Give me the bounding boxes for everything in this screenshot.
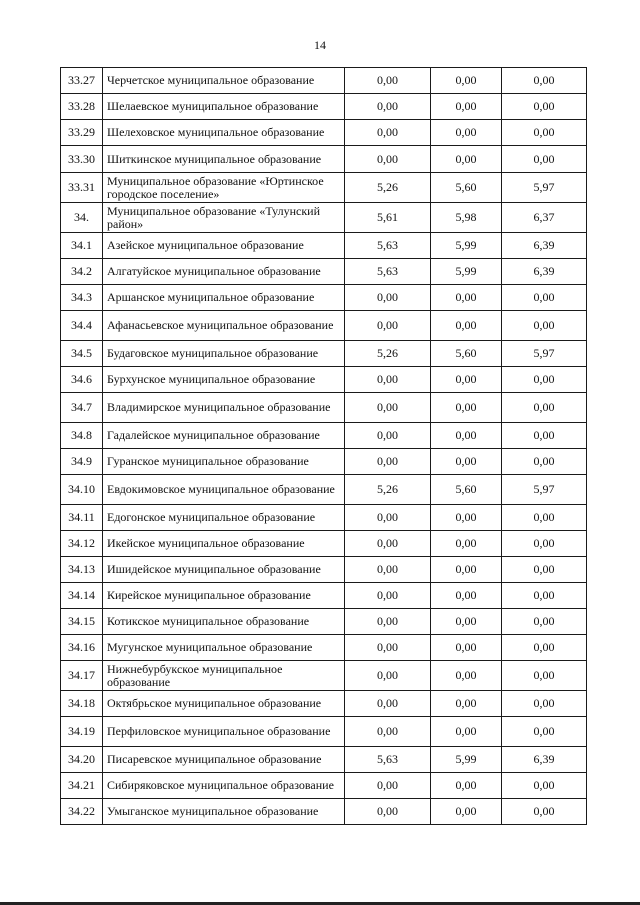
value-col-1: 0,00 xyxy=(345,635,431,661)
value-col-3: 0,00 xyxy=(502,423,587,449)
table-row xyxy=(61,68,587,94)
row-number: 34.2 xyxy=(61,259,103,285)
table-row xyxy=(61,505,587,531)
table-row xyxy=(61,259,587,285)
value-col-2: 5,60 xyxy=(431,341,502,367)
table-row xyxy=(61,233,587,259)
row-number: 34.19 xyxy=(61,717,103,747)
row-number: 34.10 xyxy=(61,475,103,505)
municipality-name: Кирейское муниципальное образование xyxy=(103,583,345,609)
value-col-1: 0,00 xyxy=(345,120,431,146)
value-col-1: 0,00 xyxy=(345,311,431,341)
value-col-3: 0,00 xyxy=(502,609,587,635)
row-number: 34.18 xyxy=(61,691,103,717)
row-number: 33.30 xyxy=(61,146,103,173)
value-col-2: 0,00 xyxy=(431,68,502,94)
row-number: 34.16 xyxy=(61,635,103,661)
value-col-3: 5,97 xyxy=(502,173,587,203)
value-col-2: 0,00 xyxy=(431,94,502,120)
municipality-name: Евдокимовское муниципальное образование xyxy=(103,475,345,505)
municipality-name: Мугунское муниципальное образование xyxy=(103,635,345,661)
value-col-2: 5,99 xyxy=(431,747,502,773)
value-col-1: 0,00 xyxy=(345,583,431,609)
table-row xyxy=(61,475,587,505)
municipality-name: Шиткинское муниципальное образование xyxy=(103,146,345,173)
row-number: 34. xyxy=(61,203,103,233)
value-col-1: 0,00 xyxy=(345,773,431,799)
value-col-1: 0,00 xyxy=(345,367,431,393)
value-col-2: 0,00 xyxy=(431,557,502,583)
value-col-3: 0,00 xyxy=(502,505,587,531)
value-col-1: 0,00 xyxy=(345,94,431,120)
value-col-3: 0,00 xyxy=(502,393,587,423)
value-col-2: 5,98 xyxy=(431,203,502,233)
value-col-2: 5,60 xyxy=(431,173,502,203)
value-col-2: 0,00 xyxy=(431,635,502,661)
municipality-name: Икейское муниципальное образование xyxy=(103,531,345,557)
value-col-2: 5,99 xyxy=(431,259,502,285)
table-row xyxy=(61,717,587,747)
row-number: 34.8 xyxy=(61,423,103,449)
table-row xyxy=(61,635,587,661)
row-number: 33.29 xyxy=(61,120,103,146)
value-col-1: 0,00 xyxy=(345,531,431,557)
value-col-3: 0,00 xyxy=(502,557,587,583)
table-row xyxy=(61,173,587,203)
value-col-2: 0,00 xyxy=(431,311,502,341)
row-number: 34.1 xyxy=(61,233,103,259)
municipality-name: Писаревское муниципальное образование xyxy=(103,747,345,773)
value-col-1: 0,00 xyxy=(345,68,431,94)
municipality-name: Бурхунское муниципальное образование xyxy=(103,367,345,393)
value-col-2: 0,00 xyxy=(431,773,502,799)
row-number: 33.31 xyxy=(61,173,103,203)
value-col-1: 0,00 xyxy=(345,717,431,747)
row-number: 34.14 xyxy=(61,583,103,609)
value-col-3: 0,00 xyxy=(502,531,587,557)
municipality-name: Алгатуйское муниципальное образование xyxy=(103,259,345,285)
value-col-2: 0,00 xyxy=(431,717,502,747)
value-col-1: 0,00 xyxy=(345,691,431,717)
table-body xyxy=(61,68,587,825)
value-col-3: 0,00 xyxy=(502,449,587,475)
value-col-3: 5,97 xyxy=(502,475,587,505)
table-row xyxy=(61,94,587,120)
value-col-2: 0,00 xyxy=(431,799,502,825)
value-col-3: 0,00 xyxy=(502,94,587,120)
value-col-3: 5,97 xyxy=(502,341,587,367)
row-number: 34.5 xyxy=(61,341,103,367)
row-number: 34.20 xyxy=(61,747,103,773)
row-number: 34.11 xyxy=(61,505,103,531)
table-row xyxy=(61,747,587,773)
municipality-name: Шелаевское муниципальное образование xyxy=(103,94,345,120)
value-col-3: 0,00 xyxy=(502,146,587,173)
municipality-name: Черчетское муниципальное образование xyxy=(103,68,345,94)
municipality-name: Аршанское муниципальное образование xyxy=(103,285,345,311)
value-col-1: 0,00 xyxy=(345,393,431,423)
row-number: 33.28 xyxy=(61,94,103,120)
value-col-1: 0,00 xyxy=(345,505,431,531)
allocation-table xyxy=(60,67,587,825)
value-col-1: 5,63 xyxy=(345,259,431,285)
value-col-3: 0,00 xyxy=(502,285,587,311)
row-number: 34.6 xyxy=(61,367,103,393)
value-col-2: 5,99 xyxy=(431,233,502,259)
value-col-1: 5,26 xyxy=(345,173,431,203)
row-number: 33.27 xyxy=(61,68,103,94)
value-col-3: 0,00 xyxy=(502,635,587,661)
value-col-3: 6,39 xyxy=(502,233,587,259)
table-row xyxy=(61,691,587,717)
value-col-2: 0,00 xyxy=(431,505,502,531)
value-col-2: 0,00 xyxy=(431,609,502,635)
value-col-2: 0,00 xyxy=(431,285,502,311)
value-col-3: 0,00 xyxy=(502,311,587,341)
value-col-2: 0,00 xyxy=(431,146,502,173)
value-col-3: 0,00 xyxy=(502,367,587,393)
row-number: 34.17 xyxy=(61,661,103,691)
municipality-name: Владимирское муниципальное образование xyxy=(103,393,345,423)
value-col-2: 0,00 xyxy=(431,120,502,146)
value-col-3: 0,00 xyxy=(502,691,587,717)
table-row xyxy=(61,393,587,423)
value-col-1: 5,63 xyxy=(345,233,431,259)
municipality-name: Едогонское муниципальное образование xyxy=(103,505,345,531)
municipality-name: Шелеховское муниципальное образование xyxy=(103,120,345,146)
row-number: 34.22 xyxy=(61,799,103,825)
value-col-2: 0,00 xyxy=(431,393,502,423)
value-col-3: 6,39 xyxy=(502,747,587,773)
value-col-2: 5,60 xyxy=(431,475,502,505)
table-row xyxy=(61,609,587,635)
value-col-3: 6,37 xyxy=(502,203,587,233)
row-number: 34.21 xyxy=(61,773,103,799)
value-col-3: 0,00 xyxy=(502,120,587,146)
municipality-name: Афанасьевское муниципальное образование xyxy=(103,311,345,341)
value-col-2: 0,00 xyxy=(431,423,502,449)
table-row xyxy=(61,661,587,691)
table-row xyxy=(61,311,587,341)
value-col-1: 5,61 xyxy=(345,203,431,233)
value-col-3: 0,00 xyxy=(502,583,587,609)
value-col-2: 0,00 xyxy=(431,583,502,609)
value-col-2: 0,00 xyxy=(431,531,502,557)
value-col-1: 5,26 xyxy=(345,475,431,505)
municipality-name: Гадалейское муниципальное образование xyxy=(103,423,345,449)
value-col-1: 0,00 xyxy=(345,557,431,583)
municipality-name: Муниципальное образование «Тулунский район» xyxy=(103,203,345,233)
municipality-name: Азейское муниципальное образование xyxy=(103,233,345,259)
table-row xyxy=(61,449,587,475)
value-col-1: 0,00 xyxy=(345,285,431,311)
table-row xyxy=(61,341,587,367)
value-col-2: 0,00 xyxy=(431,661,502,691)
table-row xyxy=(61,531,587,557)
row-number: 34.15 xyxy=(61,609,103,635)
municipality-name: Умыганское муниципальное образование xyxy=(103,799,345,825)
table-row xyxy=(61,583,587,609)
row-number: 34.4 xyxy=(61,311,103,341)
municipality-name: Муниципальное образование «Юртинское городское поселение» xyxy=(103,173,345,203)
row-number: 34.9 xyxy=(61,449,103,475)
table-row xyxy=(61,557,587,583)
value-col-3: 0,00 xyxy=(502,68,587,94)
table-row xyxy=(61,773,587,799)
value-col-1: 0,00 xyxy=(345,449,431,475)
page-number: 14 xyxy=(314,38,326,52)
table-row xyxy=(61,799,587,825)
municipality-name: Котикское муниципальное образование xyxy=(103,609,345,635)
value-col-3: 0,00 xyxy=(502,799,587,825)
municipality-name: Ишидейское муниципальное образование xyxy=(103,557,345,583)
value-col-1: 0,00 xyxy=(345,661,431,691)
municipality-name: Перфиловское муниципальное образование xyxy=(103,717,345,747)
value-col-2: 0,00 xyxy=(431,449,502,475)
row-number: 34.7 xyxy=(61,393,103,423)
municipality-name: Сибиряковское муниципальное образование xyxy=(103,773,345,799)
row-number: 34.12 xyxy=(61,531,103,557)
value-col-1: 0,00 xyxy=(345,609,431,635)
municipality-name: Гуранское муниципальное образование xyxy=(103,449,345,475)
table-row xyxy=(61,146,587,173)
value-col-1: 5,26 xyxy=(345,341,431,367)
value-col-3: 0,00 xyxy=(502,661,587,691)
value-col-3: 0,00 xyxy=(502,717,587,747)
row-number: 34.3 xyxy=(61,285,103,311)
row-number: 34.13 xyxy=(61,557,103,583)
table-row xyxy=(61,285,587,311)
table-row xyxy=(61,423,587,449)
municipality-name: Нижнебурбукское муниципальное образование xyxy=(103,661,345,691)
municipality-name: Будаговское муниципальное образование xyxy=(103,341,345,367)
value-col-2: 0,00 xyxy=(431,367,502,393)
table-row xyxy=(61,203,587,233)
value-col-1: 0,00 xyxy=(345,423,431,449)
municipality-name: Октябрьское муниципальное образование xyxy=(103,691,345,717)
value-col-1: 0,00 xyxy=(345,799,431,825)
value-col-1: 0,00 xyxy=(345,146,431,173)
value-col-3: 6,39 xyxy=(502,259,587,285)
table-row xyxy=(61,120,587,146)
table-row xyxy=(61,367,587,393)
value-col-2: 0,00 xyxy=(431,691,502,717)
value-col-3: 0,00 xyxy=(502,773,587,799)
value-col-1: 5,63 xyxy=(345,747,431,773)
